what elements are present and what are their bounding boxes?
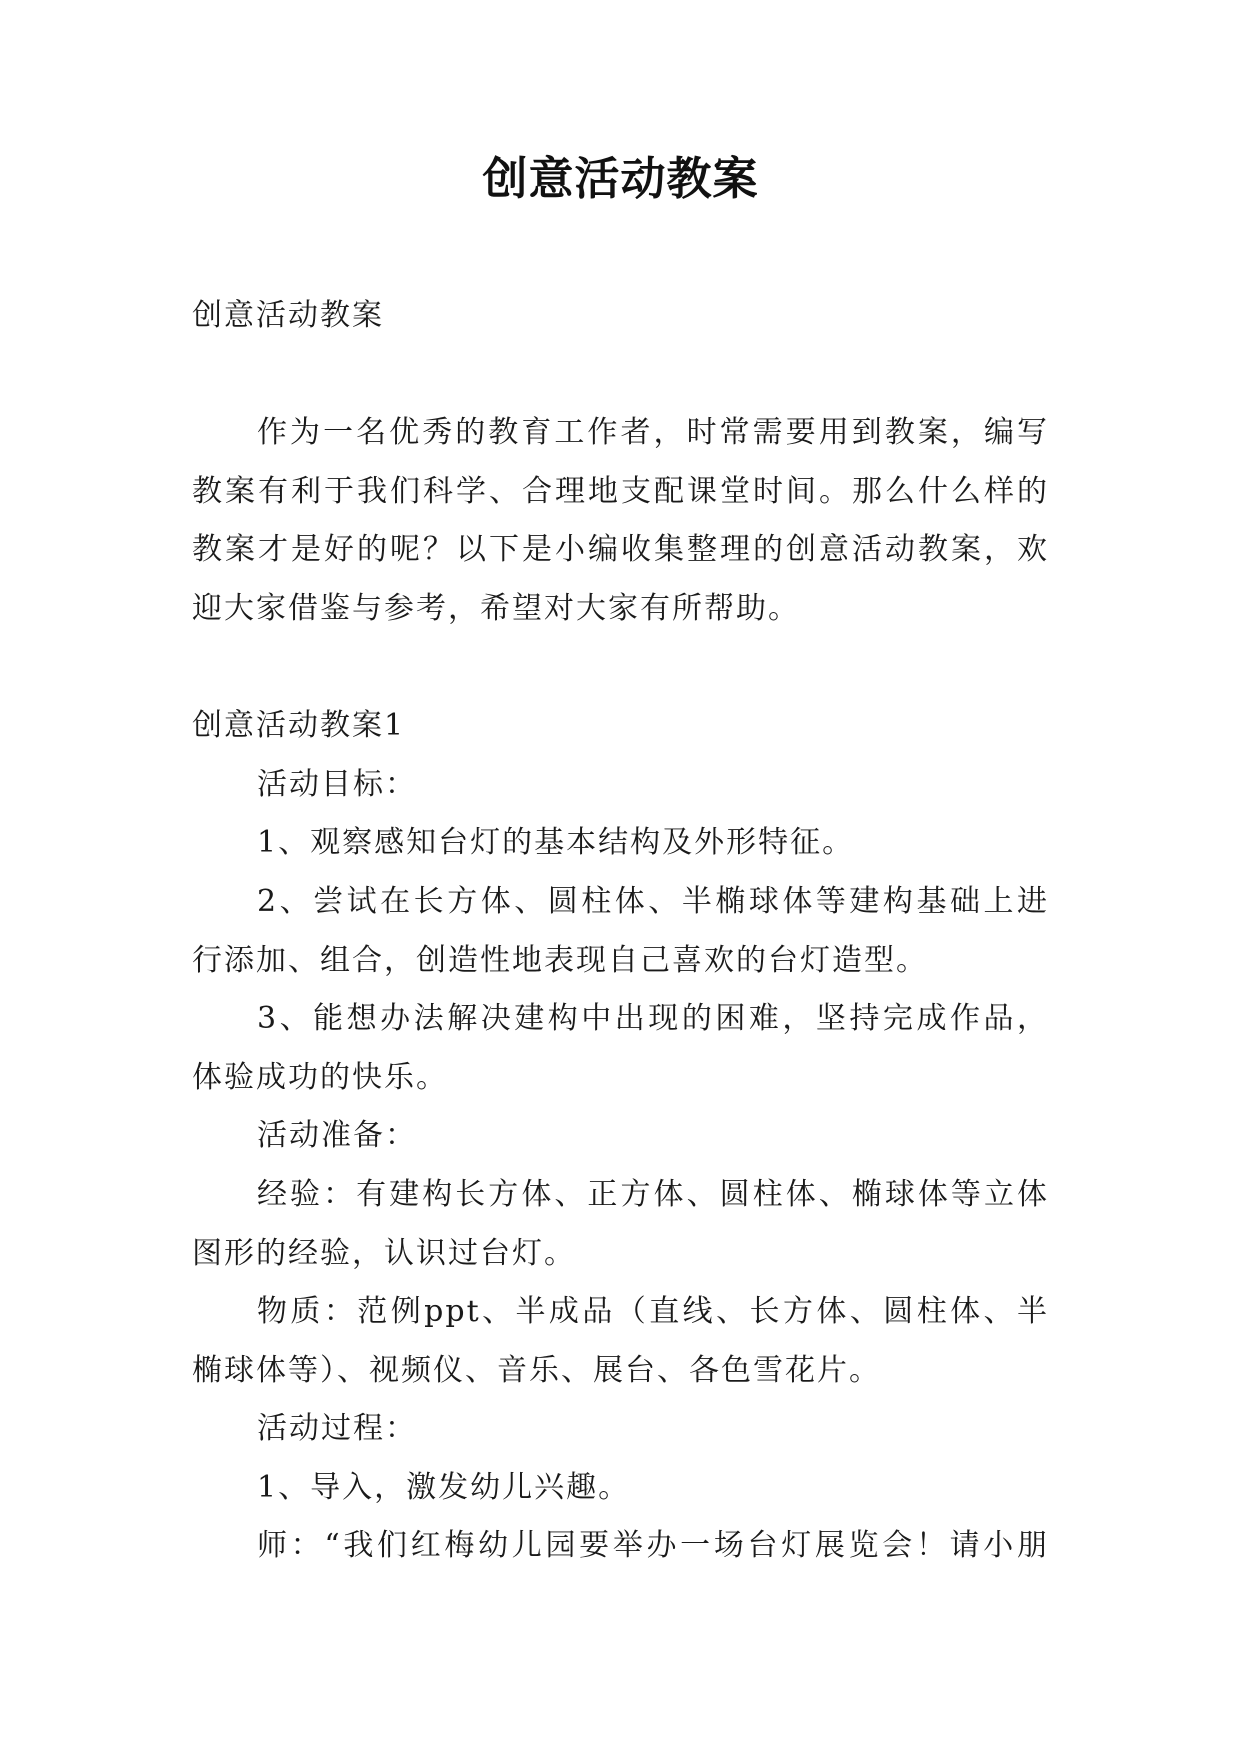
paragraph-line: 教案有利于我们科学、合理地支配课堂时间。那么什么样的: [192, 473, 1049, 509]
prep-item: [192, 1283, 1049, 1400]
lesson-section: [192, 697, 1049, 1576]
process-label: 活动过程：: [257, 1411, 417, 1447]
paragraph-line: 体验成功的快乐。: [192, 1059, 448, 1095]
document-title: 创意活动教案: [482, 152, 759, 205]
paragraph-line: 迎大家借鉴与参考，希望对大家有所帮助。: [192, 590, 800, 626]
goal-item: [192, 814, 1049, 873]
paragraph-line: 3、能想办法解决建构中出现的困难，坚持完成作品，: [257, 1001, 1049, 1037]
paragraph-line: 教案才是好的呢？以下是小编收集整理的创意活动教案，欢: [192, 532, 1049, 568]
process-item: [192, 1459, 1049, 1518]
paragraph-line: 1、导入，激发幼儿兴趣。: [257, 1469, 631, 1505]
document-heading: 创意活动教案: [192, 298, 384, 333]
process-item: [192, 1517, 1049, 1576]
paragraph-line: 椭球体等）、视频仪、音乐、展台、各色雪花片。: [192, 1352, 881, 1388]
paragraph-line: 作为一名优秀的教育工作者，时常需要用到教案，编写: [257, 415, 1049, 451]
intro-paragraph: [192, 404, 1049, 638]
paragraph-line: 2、尝试在长方体、圆柱体、半椭球体等建构基础上进: [257, 883, 1049, 919]
paragraph-line: 经验：有建构长方体、正方体、圆柱体、椭球体等立体: [257, 1176, 1049, 1212]
prep-label: 活动准备：: [257, 1118, 417, 1154]
goal-item: [192, 990, 1049, 1107]
section-heading: 创意活动教案1: [192, 708, 406, 744]
paragraph-line: 1、观察感知台灯的基本结构及外形特征。: [257, 825, 855, 861]
paragraph-line: 行添加、组合，创造性地表现自己喜欢的台灯造型。: [192, 942, 928, 978]
paragraph-line: 师：“我们红梅幼儿园要举办一场台灯展览会！请小朋: [257, 1528, 1049, 1564]
goal-item: [192, 873, 1049, 990]
document-body: [192, 287, 1049, 1576]
paragraph-line: 图形的经验，认识过台灯。: [192, 1235, 576, 1271]
goals-label: 活动目标：: [257, 766, 417, 802]
paragraph-line: 物质：范例ppt、半成品（直线、长方体、圆柱体、半: [257, 1294, 1049, 1330]
prep-item: [192, 1166, 1049, 1283]
